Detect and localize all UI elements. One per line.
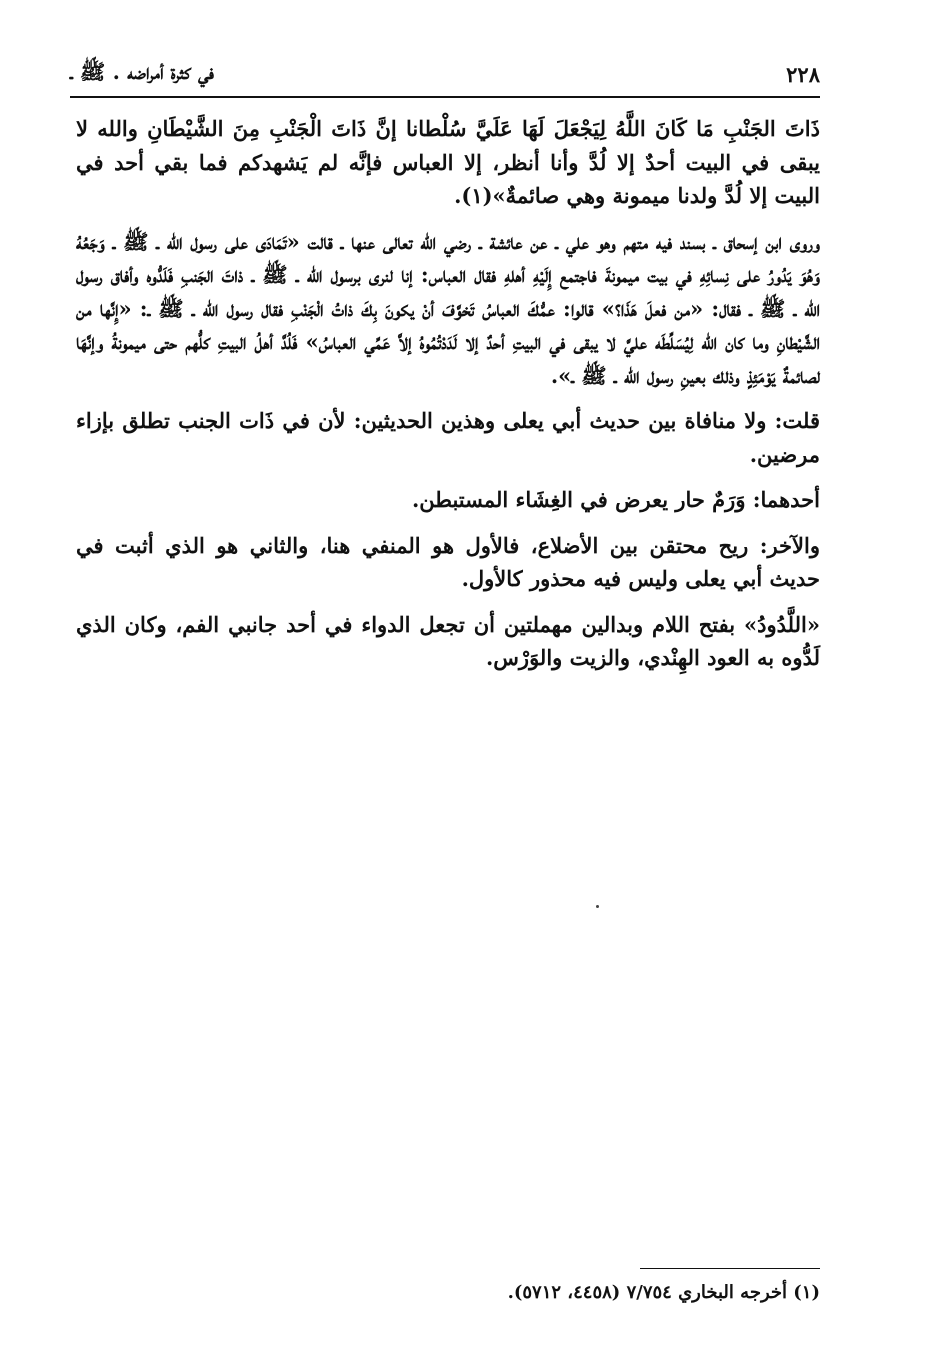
- scan-speck: [596, 905, 599, 908]
- page-header: [70, 56, 820, 92]
- paragraph-1-text: ذَاتَ الجَنْبِ مَا كَانَ اللَّهُ لِيَجْعَلَ لَهَا عَلَيَّ سُلْطانا إنَّ ذَاتَ الْجَنْبِ مِنَ الشَّيْطَانِ والله لا يبقى في البيت أحدٌ إلا لُدَّ وأنا أنظر، إلا العباس فإنَّه لم يَشهدكم فما بقي أحد في البيت إلا لُدَّ ولدنا ميمونة وهي صائمةٌ»(١).: [76, 116, 820, 208]
- footnote: (١) أخرجه البخاري ٧/٧٥٤ (٤٤٥٨، ٥٧١٢).: [507, 1282, 820, 1303]
- paragraph-3: [76, 404, 820, 471]
- paragraph-6-text: «اللَّدُودُ» بفتح اللام وبدالين مهملتين أن تجعل الدواء في أحد جانبي الفم، وكان الذي لَدُّوه به العود الهِنْدي، والزيت والوَرْس.: [76, 611, 820, 670]
- paragraph-2-text: وروى ابن إسحاق ـ بسند فيه متهم وهو علي ـ عن عائشة ـ رضي الله تعالى عنها ـ قالت «تَمَادَى على رسول الله ـ ﷺ ـ وَجَعُهُ وَهُوَ يَدُورُ على نِسائِهِ في بيت ميمونةَ فاجتمع إِلَيْهِ أهلهِ فقال العباس: إنا لنرى برسول الله ـ ﷺ ـ ذاتَ الجَنبِ فَلَدُّوه وأفاق رسول الله ـ ﷺ ـ فقال: «من فعلَ هَذَا؟» قالوا: عمُّكَ العباسُ تَخوَّفَ أنْ يكونَ بِكَ ذاتُ الْجَنْبِ فقال رسول الله ـ ﷺ ـ: «إِنَّها من الشَّيْطانِ وما كان الله لِيُسَلِّطَه عليَّ لا يبقى في البيتِ أحدٌ إلا لَدَدْتُمُوهُ إلاَّ عَمِّي العباسُ» فَلُدَّ أهلُ البيتِ كلُّهم حتى ميمونةُ وإنَّهَا لصائمةٌ يَوْمَئِذٍ وذلك بعينِ رسول الله ـ ﷺ ـ».: [76, 228, 820, 388]
- paragraph-4-text: وَرَمٌ حار يعرض في الغِشَاء المستبطن.: [411, 487, 753, 512]
- paragraph-5-lead: والآخر:: [759, 532, 820, 558]
- page-number: ٢٢٨: [786, 61, 820, 87]
- paragraph-2: [76, 225, 820, 393]
- paragraph-1: [76, 112, 820, 213]
- paragraph-3-text: قلت: ولا منافاة بين حديث أبي يعلى وهذين الحديثين: لأن في ذَات الجنب تطلق بإزاء مرضين.: [76, 408, 820, 467]
- paragraph-4-lead: أحدهما:: [752, 487, 820, 512]
- footnote-divider: [640, 1268, 820, 1269]
- header-divider: [70, 96, 820, 98]
- running-title: في كثرة أمراضه . ﷺ ـ: [70, 58, 214, 84]
- paragraph-4: [76, 483, 820, 517]
- paragraph-6: [76, 608, 820, 675]
- paragraph-5-text: ريح محتقن بين الأضلاع، فالأول هو المنفي هنا، والثاني هو الذي أثبت في حديث أبي يعلى وليس فيه محذور كالأول.: [76, 532, 820, 591]
- paragraph-5: [76, 529, 820, 596]
- main-text: [76, 112, 820, 687]
